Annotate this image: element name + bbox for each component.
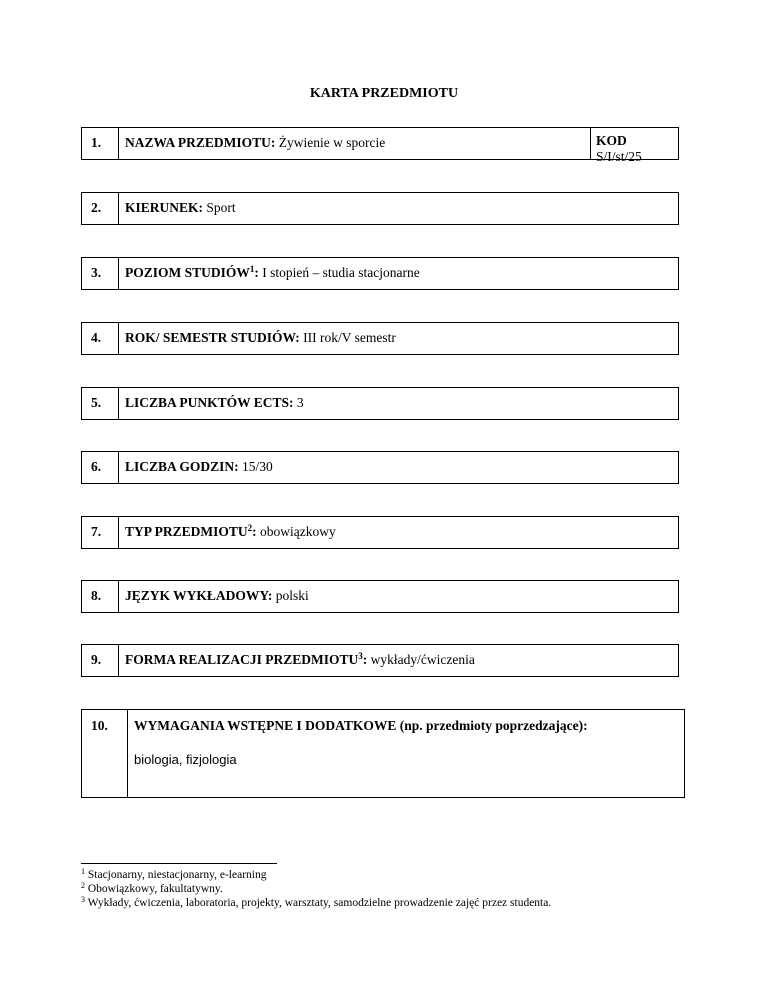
footnote-ref: 1 bbox=[249, 264, 255, 274]
row-content bbox=[119, 323, 678, 354]
field-value: 15/30 bbox=[238, 459, 273, 474]
row-content bbox=[119, 517, 678, 548]
footnote bbox=[81, 868, 551, 882]
row-year-semester bbox=[81, 322, 679, 355]
row-number: 4. bbox=[82, 323, 119, 354]
field-label: POZIOM STUDIÓW bbox=[125, 265, 250, 280]
row-course-type bbox=[81, 516, 679, 549]
row-language bbox=[81, 580, 679, 613]
field-value: Sport bbox=[203, 200, 236, 215]
field-value: polski bbox=[272, 588, 309, 603]
row-content bbox=[128, 710, 684, 797]
row-content bbox=[119, 128, 590, 159]
row-content bbox=[119, 645, 678, 676]
footnote-number: 1 bbox=[81, 867, 85, 876]
footnote-text: Obowiązkowy, fakultatywny. bbox=[85, 883, 223, 895]
field-value: obowiązkowy bbox=[256, 524, 336, 539]
row-content bbox=[119, 452, 678, 483]
row-number: 5. bbox=[82, 388, 119, 419]
row-number: 7. bbox=[82, 517, 119, 548]
footnote-ref: 3 bbox=[358, 651, 363, 661]
row-course-name bbox=[81, 127, 679, 164]
footnote-number: 3 bbox=[81, 895, 85, 904]
footnote-divider bbox=[81, 863, 277, 864]
row-number: 9. bbox=[82, 645, 119, 676]
row-content bbox=[119, 581, 678, 612]
field-label: LICZBA PUNKTÓW ECTS: bbox=[125, 395, 294, 410]
footnote-ref: 2 bbox=[247, 523, 253, 533]
requirements-value: biologia, fizjologia bbox=[134, 752, 237, 767]
label-colon: : bbox=[362, 652, 368, 667]
row-number: 10. bbox=[82, 710, 128, 797]
row-content bbox=[119, 193, 678, 224]
field-value: III rok/V semestr bbox=[299, 330, 396, 345]
field-value: Żywienie w sporcie bbox=[275, 135, 386, 150]
row-direction bbox=[81, 192, 679, 225]
row-study-level bbox=[81, 257, 679, 290]
footnotes bbox=[81, 868, 551, 910]
row-content bbox=[119, 388, 678, 419]
footnote-text: Stacjonarny, niestacjonarny, e-learning bbox=[85, 869, 267, 881]
footnote-number: 2 bbox=[81, 881, 85, 890]
field-label: KIERUNEK: bbox=[125, 200, 204, 215]
field-value: I stopień – studia stacjonarne bbox=[258, 265, 420, 280]
row-content bbox=[119, 258, 678, 289]
code-value: S/I/st/25 bbox=[596, 149, 642, 164]
code-cell bbox=[590, 128, 678, 164]
field-label: FORMA REALIZACJI PRZEDMIOTU bbox=[125, 652, 359, 667]
field-label: LICZBA GODZIN: bbox=[125, 459, 239, 474]
row-hours bbox=[81, 451, 679, 484]
field-label: JĘZYK WYKŁADOWY: bbox=[125, 588, 273, 603]
row-ects bbox=[81, 387, 679, 420]
page-title: KARTA PRZEDMIOTU bbox=[309, 86, 459, 101]
row-number: 1. bbox=[82, 128, 119, 159]
row-number: 3. bbox=[82, 258, 119, 289]
footnote bbox=[81, 896, 551, 910]
row-number: 2. bbox=[82, 193, 119, 224]
field-label: WYMAGANIA WSTĘPNE I DODATKOWE (np. przedmioty poprzedzające): bbox=[134, 718, 588, 733]
field-value: wykłady/ćwiczenia bbox=[367, 652, 475, 667]
row-number: 8. bbox=[82, 581, 119, 612]
footnote-text: Wykłady, ćwiczenia, laboratoria, projekty, warsztaty, samodzielne prowadzenie zajęć przez studenta. bbox=[85, 897, 552, 909]
label-colon: : bbox=[254, 265, 259, 280]
code-label: KOD bbox=[596, 133, 627, 148]
row-form bbox=[81, 644, 679, 677]
field-label: ROK/ SEMESTR STUDIÓW: bbox=[125, 330, 300, 345]
field-label: NAZWA PRZEDMIOTU: bbox=[125, 135, 276, 150]
field-value: 3 bbox=[293, 395, 304, 410]
field-label: TYP PRZEDMIOTU bbox=[125, 524, 248, 539]
label-colon: : bbox=[252, 524, 257, 539]
row-number: 6. bbox=[82, 452, 119, 483]
row-requirements bbox=[81, 709, 685, 798]
footnote bbox=[81, 882, 551, 896]
